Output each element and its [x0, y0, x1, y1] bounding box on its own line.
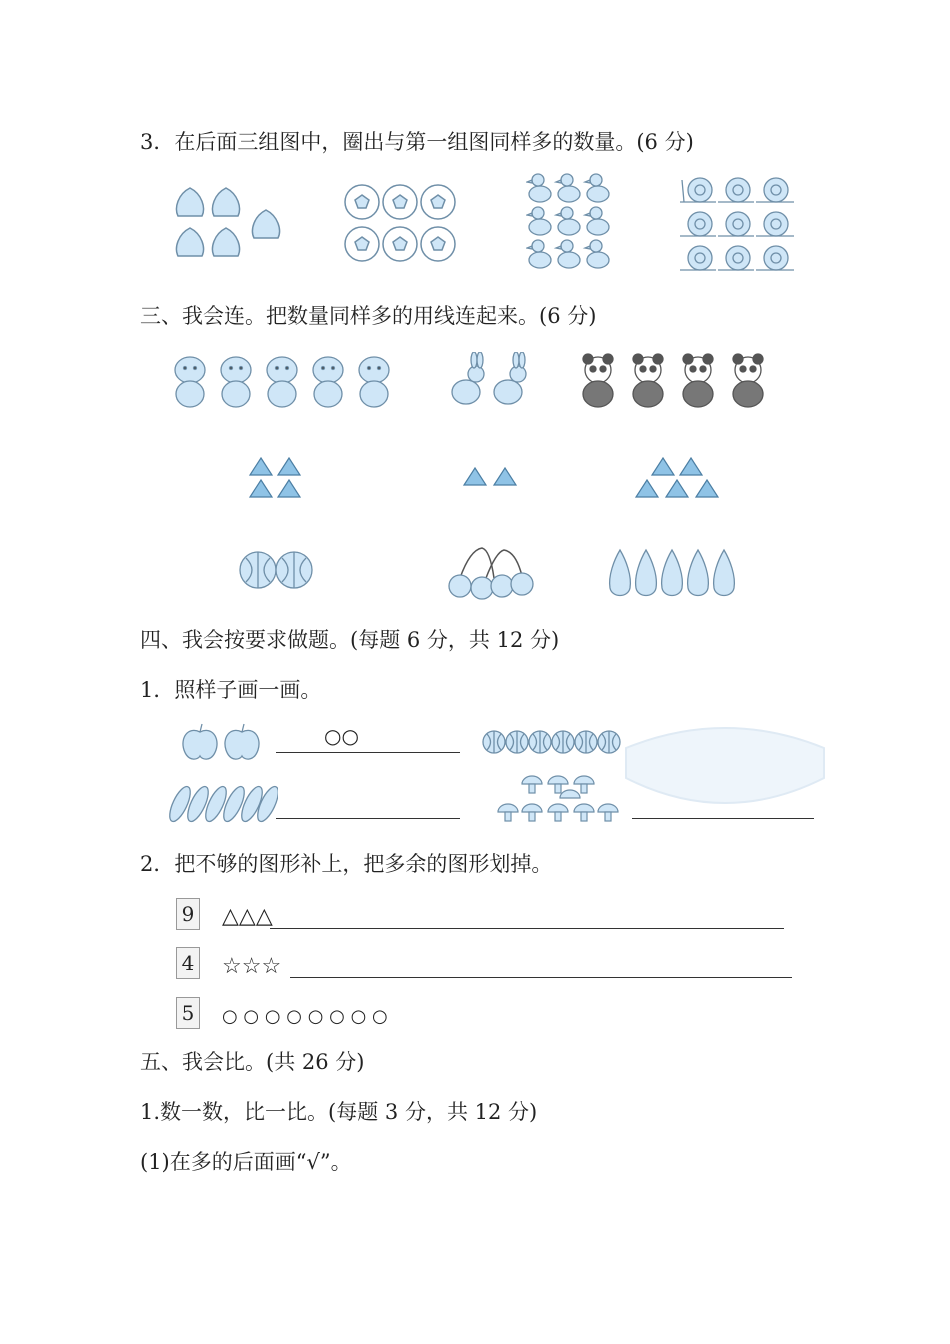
duck-icon	[556, 207, 580, 235]
apple-group	[180, 722, 266, 764]
apple-icon	[183, 724, 217, 759]
duck-icon	[585, 174, 609, 202]
shape-row-1: △△△	[222, 904, 273, 929]
triangle-icon	[464, 468, 486, 485]
q3-title: 3．在后面三组图中，圈出与第一组图同样多的数量。(6 分)	[140, 130, 694, 154]
pear-group	[606, 546, 742, 600]
watermelon-icon	[552, 731, 574, 753]
watermelon-icon	[529, 731, 551, 753]
pear-icon	[688, 550, 709, 596]
s4-q2-title: 2．把不够的图形补上，把多余的图形划掉。	[140, 852, 553, 876]
rabbit-group	[446, 352, 536, 410]
peach-icon	[213, 188, 240, 216]
snail-icon	[680, 212, 716, 236]
s4-q1-title: 1．照样子画一画。	[140, 678, 322, 702]
cherry-group	[446, 544, 536, 600]
triangle-icon	[250, 458, 272, 475]
duck-icon	[585, 207, 609, 235]
football-icon	[383, 227, 417, 261]
snail-icon	[680, 246, 716, 270]
squirrel-icon	[221, 357, 251, 407]
squirrel-icon	[313, 357, 343, 407]
duck-group	[526, 170, 616, 276]
watermelon-icon	[276, 552, 312, 588]
peach-icon	[253, 210, 280, 238]
target-number-1: 9	[176, 898, 200, 930]
cherry-icon	[449, 575, 471, 597]
squirrel-group	[164, 350, 400, 410]
triangle-group-4	[248, 456, 304, 500]
watermelon-icon	[575, 731, 597, 753]
watermelon-icon	[483, 731, 505, 753]
triangle-icon	[652, 458, 674, 475]
watermelon-icon	[598, 731, 620, 753]
mushroom-icon	[574, 776, 594, 793]
shape-row-3: ○ ○ ○ ○ ○ ○ ○ ○	[222, 1006, 388, 1027]
mushroom-icon	[598, 804, 618, 821]
mushroom-icon	[548, 804, 568, 821]
pear-icon	[714, 550, 735, 596]
s4-title: 四、我会按要求做题。(每题 6 分，共 12 分)	[140, 628, 560, 652]
mushroom-icon	[522, 804, 542, 821]
snail-group	[676, 172, 806, 276]
squirrel-icon	[175, 357, 205, 407]
answer-line-apple[interactable]	[276, 752, 460, 753]
watermelon-icon	[506, 731, 528, 753]
triangle-icon	[696, 480, 718, 497]
s5-q1-1-title: (1)在多的后面画“√”。	[140, 1150, 352, 1174]
apple-icon	[225, 724, 259, 759]
panda-icon	[633, 354, 663, 407]
football-icon	[421, 185, 455, 219]
duck-icon	[527, 207, 551, 235]
squirrel-icon	[359, 357, 389, 407]
watermelon-icon	[240, 552, 276, 588]
target-number-2: 4	[176, 947, 200, 979]
snail-icon	[718, 178, 754, 202]
triangle-icon	[250, 480, 272, 497]
triangle-icon	[636, 480, 658, 497]
snail-icon	[680, 178, 716, 202]
duck-icon	[527, 174, 551, 202]
panda-group	[576, 352, 772, 408]
triangle-icon	[494, 468, 516, 485]
mushroom-icon	[498, 804, 518, 821]
answer-line-row-2[interactable]	[290, 977, 792, 978]
mushroom-icon	[522, 776, 542, 793]
football-icon	[383, 185, 417, 219]
corn-group	[166, 782, 278, 826]
mushroom-icon	[574, 804, 594, 821]
mushroom-group	[496, 770, 620, 830]
shape-row-2: ☆☆☆	[222, 954, 282, 979]
snail-icon	[756, 178, 794, 202]
triangle-icon	[278, 458, 300, 475]
cherry-icon	[471, 577, 493, 599]
s5-q1-title: 1.数一数，比一比。(每题 3 分，共 12 分)	[140, 1100, 538, 1124]
triangle-group-2	[462, 466, 522, 488]
snail-icon	[756, 212, 794, 236]
peach-icon	[213, 228, 240, 256]
panda-icon	[733, 354, 763, 407]
watermelon-group	[238, 548, 318, 592]
peach-icon	[177, 188, 204, 216]
triangle-group-5	[634, 456, 720, 500]
mushroom-icon	[560, 790, 580, 798]
answer-line-corn[interactable]	[276, 818, 460, 819]
s5-title: 五、我会比。(共 26 分)	[140, 1050, 365, 1074]
football-icon	[345, 227, 379, 261]
peach-icon	[177, 228, 204, 256]
target-number-3: 5	[176, 997, 200, 1029]
snail-icon	[718, 246, 754, 270]
triangle-icon	[680, 458, 702, 475]
football-icon	[421, 227, 455, 261]
snail-icon	[718, 212, 754, 236]
example-answer: ○○	[324, 724, 359, 748]
panda-icon	[583, 354, 613, 407]
snail-icon	[756, 246, 794, 270]
duck-icon	[527, 240, 551, 268]
panda-icon	[683, 354, 713, 407]
squirrel-icon	[267, 357, 297, 407]
triangle-icon	[666, 480, 688, 497]
football-group	[342, 182, 462, 266]
cherry-icon	[511, 573, 533, 595]
duck-icon	[556, 240, 580, 268]
peach-group	[170, 184, 290, 264]
rabbit-icon	[494, 352, 526, 404]
pear-icon	[636, 550, 657, 596]
answer-line-row-1[interactable]	[270, 928, 784, 929]
duck-icon	[585, 240, 609, 268]
cherry-icon	[491, 575, 513, 597]
football-icon	[345, 185, 379, 219]
rabbit-icon	[452, 352, 484, 404]
pear-icon	[662, 550, 683, 596]
triangle-icon	[278, 480, 300, 497]
melon-group	[482, 724, 624, 758]
s3-title: 三、我会连。把数量同样多的用线连起来。(6 分)	[140, 304, 597, 328]
pear-icon	[610, 550, 631, 596]
watermark-logo	[620, 718, 830, 828]
duck-icon	[556, 174, 580, 202]
